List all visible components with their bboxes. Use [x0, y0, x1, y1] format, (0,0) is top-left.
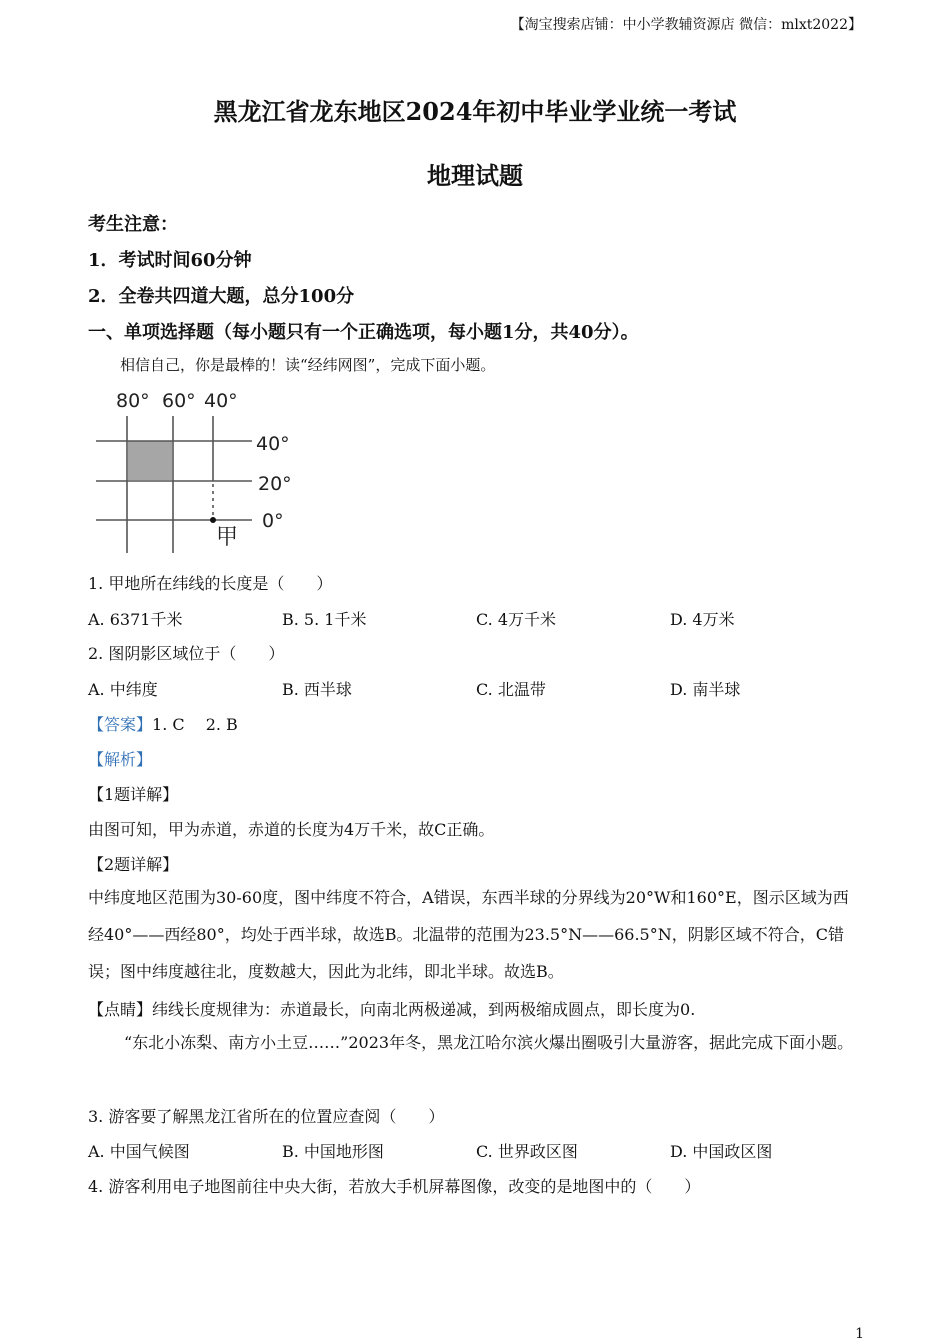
q3-option-d: D. 中国政区图 — [670, 1142, 773, 1161]
detail1-tag: 【1题详解】 — [88, 785, 179, 804]
lat-label-40: 40° — [256, 433, 290, 455]
tip-tag: 【点睛】 — [88, 1000, 153, 1019]
point-jia-marker — [210, 517, 216, 523]
intro-text-1: 相信自己，你是最棒的！读“经纬网图”，完成下面小题。 — [120, 356, 496, 374]
q3-option-b: B. 中国地形图 — [282, 1142, 384, 1161]
q2-option-d: D. 南半球 — [670, 680, 741, 699]
q3-option-c: C. 世界政区图 — [476, 1142, 578, 1161]
lon-label-80: 80° — [116, 390, 150, 412]
tip-text: 纬线长度规律为：赤道最长，向南北两极递减，到两极缩成圆点，即长度为0. — [152, 1000, 696, 1019]
notice-heading: 考生注意： — [88, 214, 178, 235]
q1-option-a: A. 6371千米 — [88, 610, 183, 629]
q4-stem: 4. 游客利用电子地图前往中央大街，若放大手机屏幕图像，改变的是地图中的（ ） — [88, 1177, 701, 1196]
answer-line — [88, 712, 238, 735]
intro-text-2: “东北小冻梨、南方小土豆……”2023年冬，黑龙江哈尔滨火爆出圈吸引大量游客，据此完成下面小题。 — [124, 1033, 854, 1052]
q2-option-b: B. 西半球 — [282, 680, 352, 699]
detail2-tag: 【2题详解】 — [88, 855, 179, 874]
exam-title: 黑龙江省龙东地区2024年初中毕业学业统一考试 — [213, 97, 737, 126]
lon-label-40: 40° — [204, 390, 238, 412]
q1-option-c: C. 4万千米 — [476, 610, 557, 629]
page-number: 1 — [855, 1326, 864, 1342]
q1-stem: 1. 甲地所在纬线的长度是（ ） — [88, 574, 333, 593]
tip-line — [88, 997, 695, 1020]
notice-item-1: 1．考试时间60分钟 — [88, 250, 252, 271]
q3-stem: 3. 游客要了解黑龙江省所在的位置应查阅（ ） — [88, 1107, 445, 1126]
q3-option-a: A. 中国气候图 — [88, 1142, 190, 1161]
q2-stem: 2. 图阴影区域位于（ ） — [88, 644, 285, 663]
point-jia-label: 甲 — [216, 525, 239, 550]
q1-option-d: D. 4万米 — [670, 610, 735, 629]
q2-option-a: A. 中纬度 — [88, 680, 158, 699]
lat-label-0: 0° — [262, 510, 284, 532]
lat-label-20: 20° — [258, 473, 292, 495]
lat-lon-grid-figure — [90, 386, 310, 561]
notice-item-2: 2．全卷共四道大题，总分100分 — [88, 286, 355, 307]
lon-label-60: 60° — [162, 390, 196, 412]
section1-heading: 一、单项选择题（每小题只有一个正确选项，每小题1分，共40分）。 — [88, 322, 639, 343]
analysis-tag: 【解析】 — [88, 750, 153, 769]
answer-text: 1. C 2. B — [152, 715, 238, 734]
q1-option-b: B. 5. 1千米 — [282, 610, 367, 629]
answer-tag: 【答案】 — [88, 715, 153, 734]
exam-subtitle: 地理试题 — [427, 161, 523, 190]
q2-option-c: C. 北温带 — [476, 680, 546, 699]
shaded-region — [128, 441, 172, 480]
detail2-text: 中纬度地区范围为30-60度，图中纬度不符合，A错误，东西半球的分界线为20°W和160°E，图示区域为西经40°——西经80°，均处于西半球，故选B。北温带的范围为23.5°N——66.5°N，阴影区域不符合，C错误；图中纬度越往北，度数越大，因此为北纬，即北半球。故选B。 — [88, 888, 849, 981]
header-note: 【淘宝搜索店铺：中小学教辅资源店 微信：mlxt2022】 — [510, 17, 862, 33]
detail1-text: 由图可知，甲为赤道，赤道的长度为4万千米，故C正确。 — [88, 820, 495, 839]
